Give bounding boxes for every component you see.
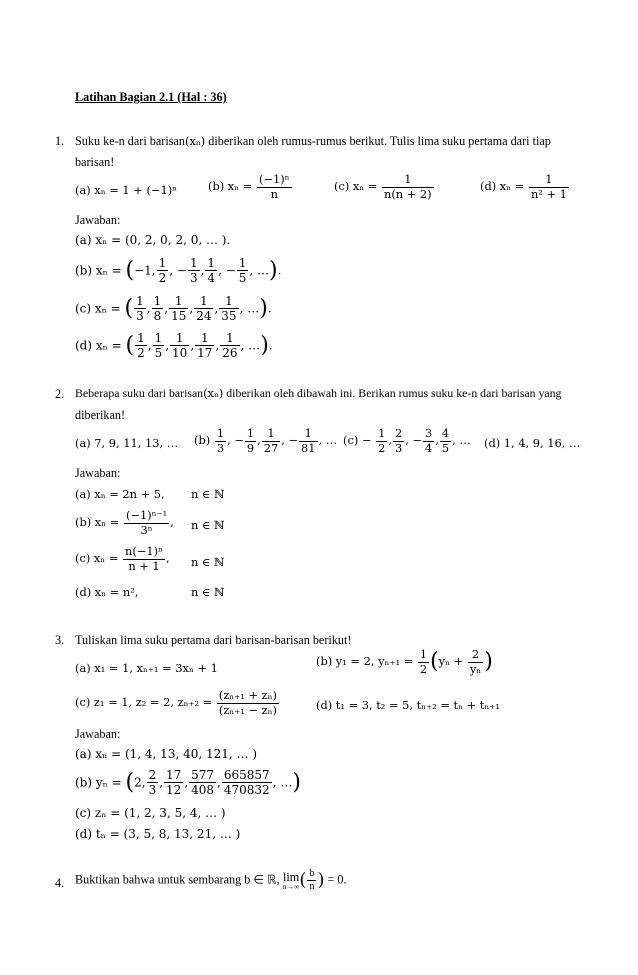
q3-ans-b-frac bbox=[164, 768, 183, 798]
q1-ans-c-frac bbox=[152, 294, 164, 324]
q2-b-num: 1 bbox=[216, 426, 225, 440]
q1-ans-b-den: 2 bbox=[158, 271, 167, 286]
q1-ans-d-ellipsis: , … bbox=[240, 338, 261, 353]
q1-ans-b-den: 5 bbox=[238, 271, 247, 286]
q1-ans-d-den: 17 bbox=[197, 346, 213, 361]
q1-ans-d-frac bbox=[220, 331, 239, 361]
q2-answer-a-domain: n ∈ ℕ bbox=[191, 487, 225, 501]
q1-ans-c-num: 1 bbox=[174, 294, 183, 308]
q1-c-den: n(n + 2) bbox=[384, 186, 432, 201]
q3-answer-a: (a) xₙ = (1, 4, 13, 40, 121, … ) bbox=[75, 747, 258, 761]
q2-answer-d-domain: n ∈ ℕ bbox=[191, 585, 225, 599]
question-3-number: 3. bbox=[55, 633, 65, 647]
q2-ans-b-den: 3ⁿ bbox=[124, 523, 169, 538]
q1-ans-b-sep: , − bbox=[218, 263, 236, 278]
q2-c-num: 2 bbox=[394, 426, 403, 440]
q1-ans-b-num: 1 bbox=[189, 256, 198, 270]
q1-ans-c-end: . bbox=[267, 301, 272, 316]
question-2-text-line2: diberikan! bbox=[75, 408, 126, 422]
question-1-text-end: diberikan oleh rumus-rumus berikut. Tulis lima suku pertama dari tiap bbox=[208, 134, 551, 148]
q2-c-frac bbox=[393, 427, 404, 455]
q1-ans-d-den: 10 bbox=[172, 346, 188, 361]
q2-ans-b-frac bbox=[124, 509, 169, 537]
q2-answer-b-domain: n ∈ ℕ bbox=[191, 518, 225, 532]
q3-part-d: (d) t₁ = 3, t₂ = 5, tₙ₊₂ = tₙ + tₙ₊₁ bbox=[316, 698, 500, 712]
q2-ans-c-label: (c) xₙ = bbox=[75, 551, 119, 566]
q3-ans-b-ellipsis: , … bbox=[272, 775, 293, 790]
q1-c-num: 1 bbox=[404, 172, 412, 186]
q1-ans-b-frac bbox=[205, 256, 217, 286]
q1-answer-d: (d) xₙ = ( $\frac{1}{2}$ , $\frac{1}{5}$ , $\frac{1}{10}$ , $\frac{1}{17}$ , $\frac{1}{26}$ , …). bbox=[75, 331, 273, 361]
q1-ans-c-frac bbox=[134, 294, 146, 324]
question-2-text bbox=[75, 387, 561, 401]
q2-c-num: 3 bbox=[424, 426, 433, 440]
q1-jawaban-label: Jawaban: bbox=[75, 213, 121, 227]
q3-c-num: (zₙ₊₁ + zₙ) bbox=[218, 688, 277, 702]
q2-part-a: (a) 7, 9, 11, 13, … bbox=[75, 436, 179, 450]
q1-ans-b-lparen: ( bbox=[125, 257, 135, 283]
q2-b-ellipsis: , … bbox=[318, 433, 338, 448]
q3-part-a: (a) x₁ = 1, xₙ₊₁ = 3xₙ + 1 bbox=[75, 661, 218, 675]
q1-ans-d-num: 1 bbox=[137, 331, 145, 345]
q2-c-num: 1 bbox=[378, 426, 386, 440]
q2-ans-b-num: (−1)ⁿ⁻¹ bbox=[125, 508, 168, 522]
q3-ans-b-num: 577 bbox=[191, 768, 215, 782]
q2-b-frac bbox=[299, 427, 318, 455]
q2-answer-b bbox=[75, 509, 174, 537]
q4-limit bbox=[283, 871, 300, 891]
q1-ans-c-rparen: ) bbox=[259, 295, 268, 321]
question-1-text-line2: barisan! bbox=[75, 155, 115, 169]
q3-b-lparen: ( bbox=[430, 649, 439, 675]
q3-ans-b-num: 2 bbox=[148, 768, 157, 782]
question-1-number: 1. bbox=[55, 134, 65, 148]
q4-lim-under: n→∞ bbox=[282, 881, 300, 891]
q3-part-c-label: (c) z₁ = 1, z₂ = 2, zₙ₊₂ = bbox=[75, 695, 213, 710]
q3-b-half bbox=[418, 648, 429, 676]
q3-answer-b: (b) yₙ = (2, $\frac{2}{3}$ , $\frac{17}{12}$ , $\frac{577}{408}$ , $\frac{665857}{470832}$ , …) bbox=[75, 768, 301, 798]
question-4-text bbox=[75, 868, 347, 893]
question-2-seq: (xₙ) bbox=[203, 386, 224, 400]
q1-ans-d-frac bbox=[135, 331, 147, 361]
q1-ans-c-lparen: ( bbox=[124, 295, 134, 321]
q3-ans-b-frac bbox=[222, 768, 272, 798]
q3-b-rparen: ) bbox=[484, 649, 493, 675]
q1-ans-d-label: (d) xₙ = bbox=[75, 338, 126, 353]
q3-ans-b-lparen: ( bbox=[125, 769, 135, 795]
q1-answer-a: (a) xₙ = (0, 2, 0, 2, 0, … ). bbox=[75, 233, 231, 247]
q2-part-c-label: (c) − bbox=[343, 433, 372, 448]
q1-ans-d-rparen: ) bbox=[260, 332, 269, 358]
q1-ans-b-end: . bbox=[277, 263, 282, 278]
q4-lim-word: lim bbox=[282, 869, 300, 884]
q1-ans-c-label: (c) xₙ = bbox=[75, 301, 125, 316]
q2-b-sep: , bbox=[257, 433, 261, 448]
q4-rparen: ) bbox=[317, 869, 325, 891]
q1-ans-c-frac bbox=[219, 294, 238, 324]
q1-part-d-fraction bbox=[529, 173, 569, 201]
q3-ans-b-frac bbox=[189, 768, 216, 798]
q1-ans-c-num: 1 bbox=[225, 294, 233, 308]
q3-ans-b-num: 665857 bbox=[223, 768, 270, 782]
q2-c-sep: , bbox=[388, 433, 392, 448]
q2-ans-b-comma: , bbox=[170, 515, 174, 530]
q3-ans-b-den: 470832 bbox=[223, 783, 270, 798]
q2-c-den: 5 bbox=[441, 440, 450, 455]
q1-part-c-label: (c) xₙ = bbox=[334, 179, 378, 194]
q1-ans-d-num: 1 bbox=[200, 331, 209, 345]
q1-ans-d-num: 1 bbox=[175, 331, 184, 345]
q1-ans-b-num: 1 bbox=[207, 256, 216, 270]
q1-ans-d-frac bbox=[195, 331, 214, 361]
q3-answer-c: (c) zₙ = (1, 2, 3, 5, 4, … ) bbox=[75, 806, 226, 820]
q1-part-b bbox=[208, 173, 293, 201]
q2-answer-a: (a) xₙ = 2n + 5, bbox=[75, 487, 165, 501]
q1-ans-b-term: −1, bbox=[134, 263, 156, 278]
q3-ans-b-num: 17 bbox=[166, 768, 182, 782]
q2-part-b-label: (b) bbox=[194, 433, 211, 448]
q2-b-sep: , − bbox=[281, 433, 299, 448]
q1-ans-b-ellipsis: , … bbox=[249, 263, 270, 278]
question-4-number: 4. bbox=[55, 876, 65, 890]
q2-part-b bbox=[194, 427, 337, 455]
q1-ans-d-frac bbox=[170, 331, 189, 361]
q1-part-d bbox=[480, 173, 570, 201]
q1-ans-b-num: 1 bbox=[158, 256, 167, 270]
q1-ans-c-den: 35 bbox=[221, 309, 237, 324]
question-3-text: Tuliskan lima suku pertama dari barisan-barisan berikut! bbox=[75, 633, 352, 647]
q1-ans-c-ellipsis: , … bbox=[239, 301, 260, 316]
q2-b-den: 9 bbox=[246, 440, 255, 455]
q2-ans-b-label: (b) xₙ = bbox=[75, 515, 120, 530]
question-2-text-start: Beberapa suku dari barisan bbox=[75, 386, 204, 400]
question-2-number: 2. bbox=[55, 387, 65, 401]
q3-c-den: (zₙ₊₁ − zₙ) bbox=[218, 702, 277, 717]
q2-c-sep: , bbox=[435, 433, 439, 448]
q2-c-sep: , − bbox=[405, 433, 422, 448]
q3-part-c bbox=[75, 689, 280, 717]
q3-part-b bbox=[316, 648, 493, 676]
q1-ans-b-den: 4 bbox=[207, 271, 216, 286]
q1-d-num: 1 bbox=[545, 172, 553, 186]
q1-ans-d-num: 1 bbox=[154, 331, 163, 345]
q1-ans-c-den: 15 bbox=[171, 309, 187, 324]
q1-part-a: (a) xₙ = 1 + (−1)ⁿ bbox=[75, 183, 178, 197]
q2-b-frac bbox=[215, 427, 226, 455]
q2-part-d: (d) 1, 4, 9, 16, … bbox=[484, 436, 581, 450]
q2-b-num: 1 bbox=[246, 426, 255, 440]
q1-ans-b-num: 1 bbox=[238, 256, 247, 270]
q2-c-frac bbox=[423, 427, 434, 455]
q3-b-y: yₙ + bbox=[438, 654, 464, 669]
q4-lparen: ( bbox=[299, 869, 307, 891]
q1-ans-b-rparen: ) bbox=[269, 257, 278, 283]
q4-result: = 0. bbox=[327, 872, 347, 887]
q1-ans-c-den: 8 bbox=[153, 309, 162, 324]
q1-part-b-label: (b) xₙ = bbox=[208, 179, 253, 194]
question-1-text bbox=[75, 134, 551, 148]
q2-c-num: 4 bbox=[441, 426, 450, 440]
q2-b-den: 81 bbox=[301, 440, 316, 455]
q2-ans-c-frac bbox=[123, 545, 165, 573]
question-4-text-body: Buktikan bahwa untuk sembarang b ∈ ℝ, bbox=[75, 872, 280, 887]
q2-b-den: 3 bbox=[216, 440, 225, 455]
q2-b-den: 27 bbox=[263, 440, 279, 455]
q1-ans-b-label: (b) xₙ = bbox=[75, 263, 126, 278]
q1-ans-d-den: 5 bbox=[154, 346, 163, 361]
page-title: Latihan Bagian 2.1 (Hal : 36) bbox=[75, 90, 227, 104]
q1-ans-d-den: 26 bbox=[222, 346, 238, 361]
q1-ans-d-num: 1 bbox=[226, 331, 234, 345]
q1-b-den: n bbox=[257, 187, 292, 202]
question-1-text-start: Suku ke-n dari barisan bbox=[75, 134, 185, 148]
q1-ans-c-frac bbox=[169, 294, 188, 324]
q1-ans-c-frac bbox=[194, 294, 213, 324]
q1-ans-c-num: 1 bbox=[136, 294, 144, 308]
q1-ans-b-frac bbox=[188, 256, 200, 286]
q2-c-frac bbox=[376, 427, 387, 455]
q4-frac-num: b bbox=[309, 868, 315, 879]
q3-ans-b-den: 12 bbox=[166, 783, 182, 798]
q2-b-num: 1 bbox=[304, 426, 312, 440]
q2-answer-d: (d) xₙ = n², bbox=[75, 585, 139, 599]
q1-part-c bbox=[334, 173, 435, 201]
q3-ans-b-label: (b) yₙ = bbox=[75, 775, 126, 790]
q2-c-den: 2 bbox=[378, 440, 386, 455]
q3-c-frac bbox=[217, 689, 279, 717]
q1-ans-d-lparen: ( bbox=[125, 332, 135, 358]
q1-ans-b-den: 3 bbox=[189, 271, 198, 286]
q2-jawaban-label: Jawaban: bbox=[75, 466, 121, 480]
question-1-seq: (xₙ) bbox=[185, 134, 206, 148]
q1-part-b-fraction bbox=[257, 173, 292, 201]
q2-ans-c-num: n(−1)ⁿ bbox=[125, 544, 163, 558]
q2-b-sep: , − bbox=[227, 433, 244, 448]
q1-ans-d-den: 2 bbox=[137, 346, 145, 361]
q3-b-two bbox=[468, 648, 483, 676]
q3-answer-d: (d) tₙ = (3, 5, 8, 13, 21, … ) bbox=[75, 827, 241, 841]
question-2-text-end: diberikan oleh dibawah ini. Berikan rumus suku ke-n dari barisan yang bbox=[226, 386, 562, 400]
q2-b-num: 1 bbox=[267, 426, 275, 440]
q1-d-den: n² + 1 bbox=[530, 186, 567, 201]
q3-b-half-den: 2 bbox=[419, 661, 428, 676]
q1-ans-d-frac bbox=[153, 331, 165, 361]
q2-c-ellipsis: , … bbox=[452, 433, 471, 448]
q2-answer-c bbox=[75, 545, 170, 573]
q1-ans-c-num: 1 bbox=[153, 294, 162, 308]
q2-c-den: 4 bbox=[424, 440, 433, 455]
q1-ans-b-frac bbox=[237, 256, 249, 286]
q3-ans-b-rparen: ) bbox=[292, 769, 301, 795]
q1-answer-c: (c) xₙ = ( $\frac{1}{3}$ , $\frac{1}{8}$ , $\frac{1}{15}$ , $\frac{1}{24}$ , $\frac{1}{35}$ , …). bbox=[75, 294, 272, 324]
q1-ans-b-sep: , bbox=[200, 263, 205, 278]
q2-part-c bbox=[343, 427, 471, 455]
q1-part-d-label: (d) xₙ = bbox=[480, 179, 525, 194]
q2-answer-c-domain: n ∈ ℕ bbox=[191, 555, 225, 569]
q2-ans-c-comma: , bbox=[165, 551, 170, 566]
q3-ans-b-den: 408 bbox=[191, 783, 215, 798]
q1-ans-b-frac bbox=[157, 256, 169, 286]
q1-b-num: (−1)ⁿ bbox=[258, 172, 290, 186]
q1-ans-b-sep: , − bbox=[169, 263, 187, 278]
q2-b-frac bbox=[262, 427, 281, 455]
q4-frac bbox=[307, 868, 316, 893]
q1-ans-c-num: 1 bbox=[200, 294, 208, 308]
q1-ans-d-end: . bbox=[268, 338, 273, 353]
q1-ans-c-den: 3 bbox=[136, 309, 144, 324]
q2-c-den: 3 bbox=[394, 440, 403, 455]
q1-answer-b bbox=[75, 256, 281, 286]
q3-ans-b-first: 2, bbox=[134, 775, 146, 790]
q2-c-frac bbox=[440, 427, 451, 455]
q2-ans-c-den: n + 1 bbox=[123, 559, 165, 574]
q3-part-b-label: (b) y₁ = 2, yₙ₊₁ = bbox=[316, 654, 414, 669]
q3-b-two-num: 2 bbox=[471, 647, 480, 661]
q3-ans-b-den: 3 bbox=[148, 783, 157, 798]
q3-jawaban-label: Jawaban: bbox=[75, 727, 121, 741]
q3-ans-b-frac bbox=[147, 768, 159, 798]
q1-ans-c-den: 24 bbox=[196, 309, 212, 324]
q3-b-half-num: 1 bbox=[419, 647, 428, 661]
q2-b-frac bbox=[245, 427, 256, 455]
q1-part-c-fraction bbox=[382, 173, 434, 201]
q4-frac-den: n bbox=[309, 881, 315, 892]
q3-b-two-den: yₙ bbox=[469, 661, 482, 676]
